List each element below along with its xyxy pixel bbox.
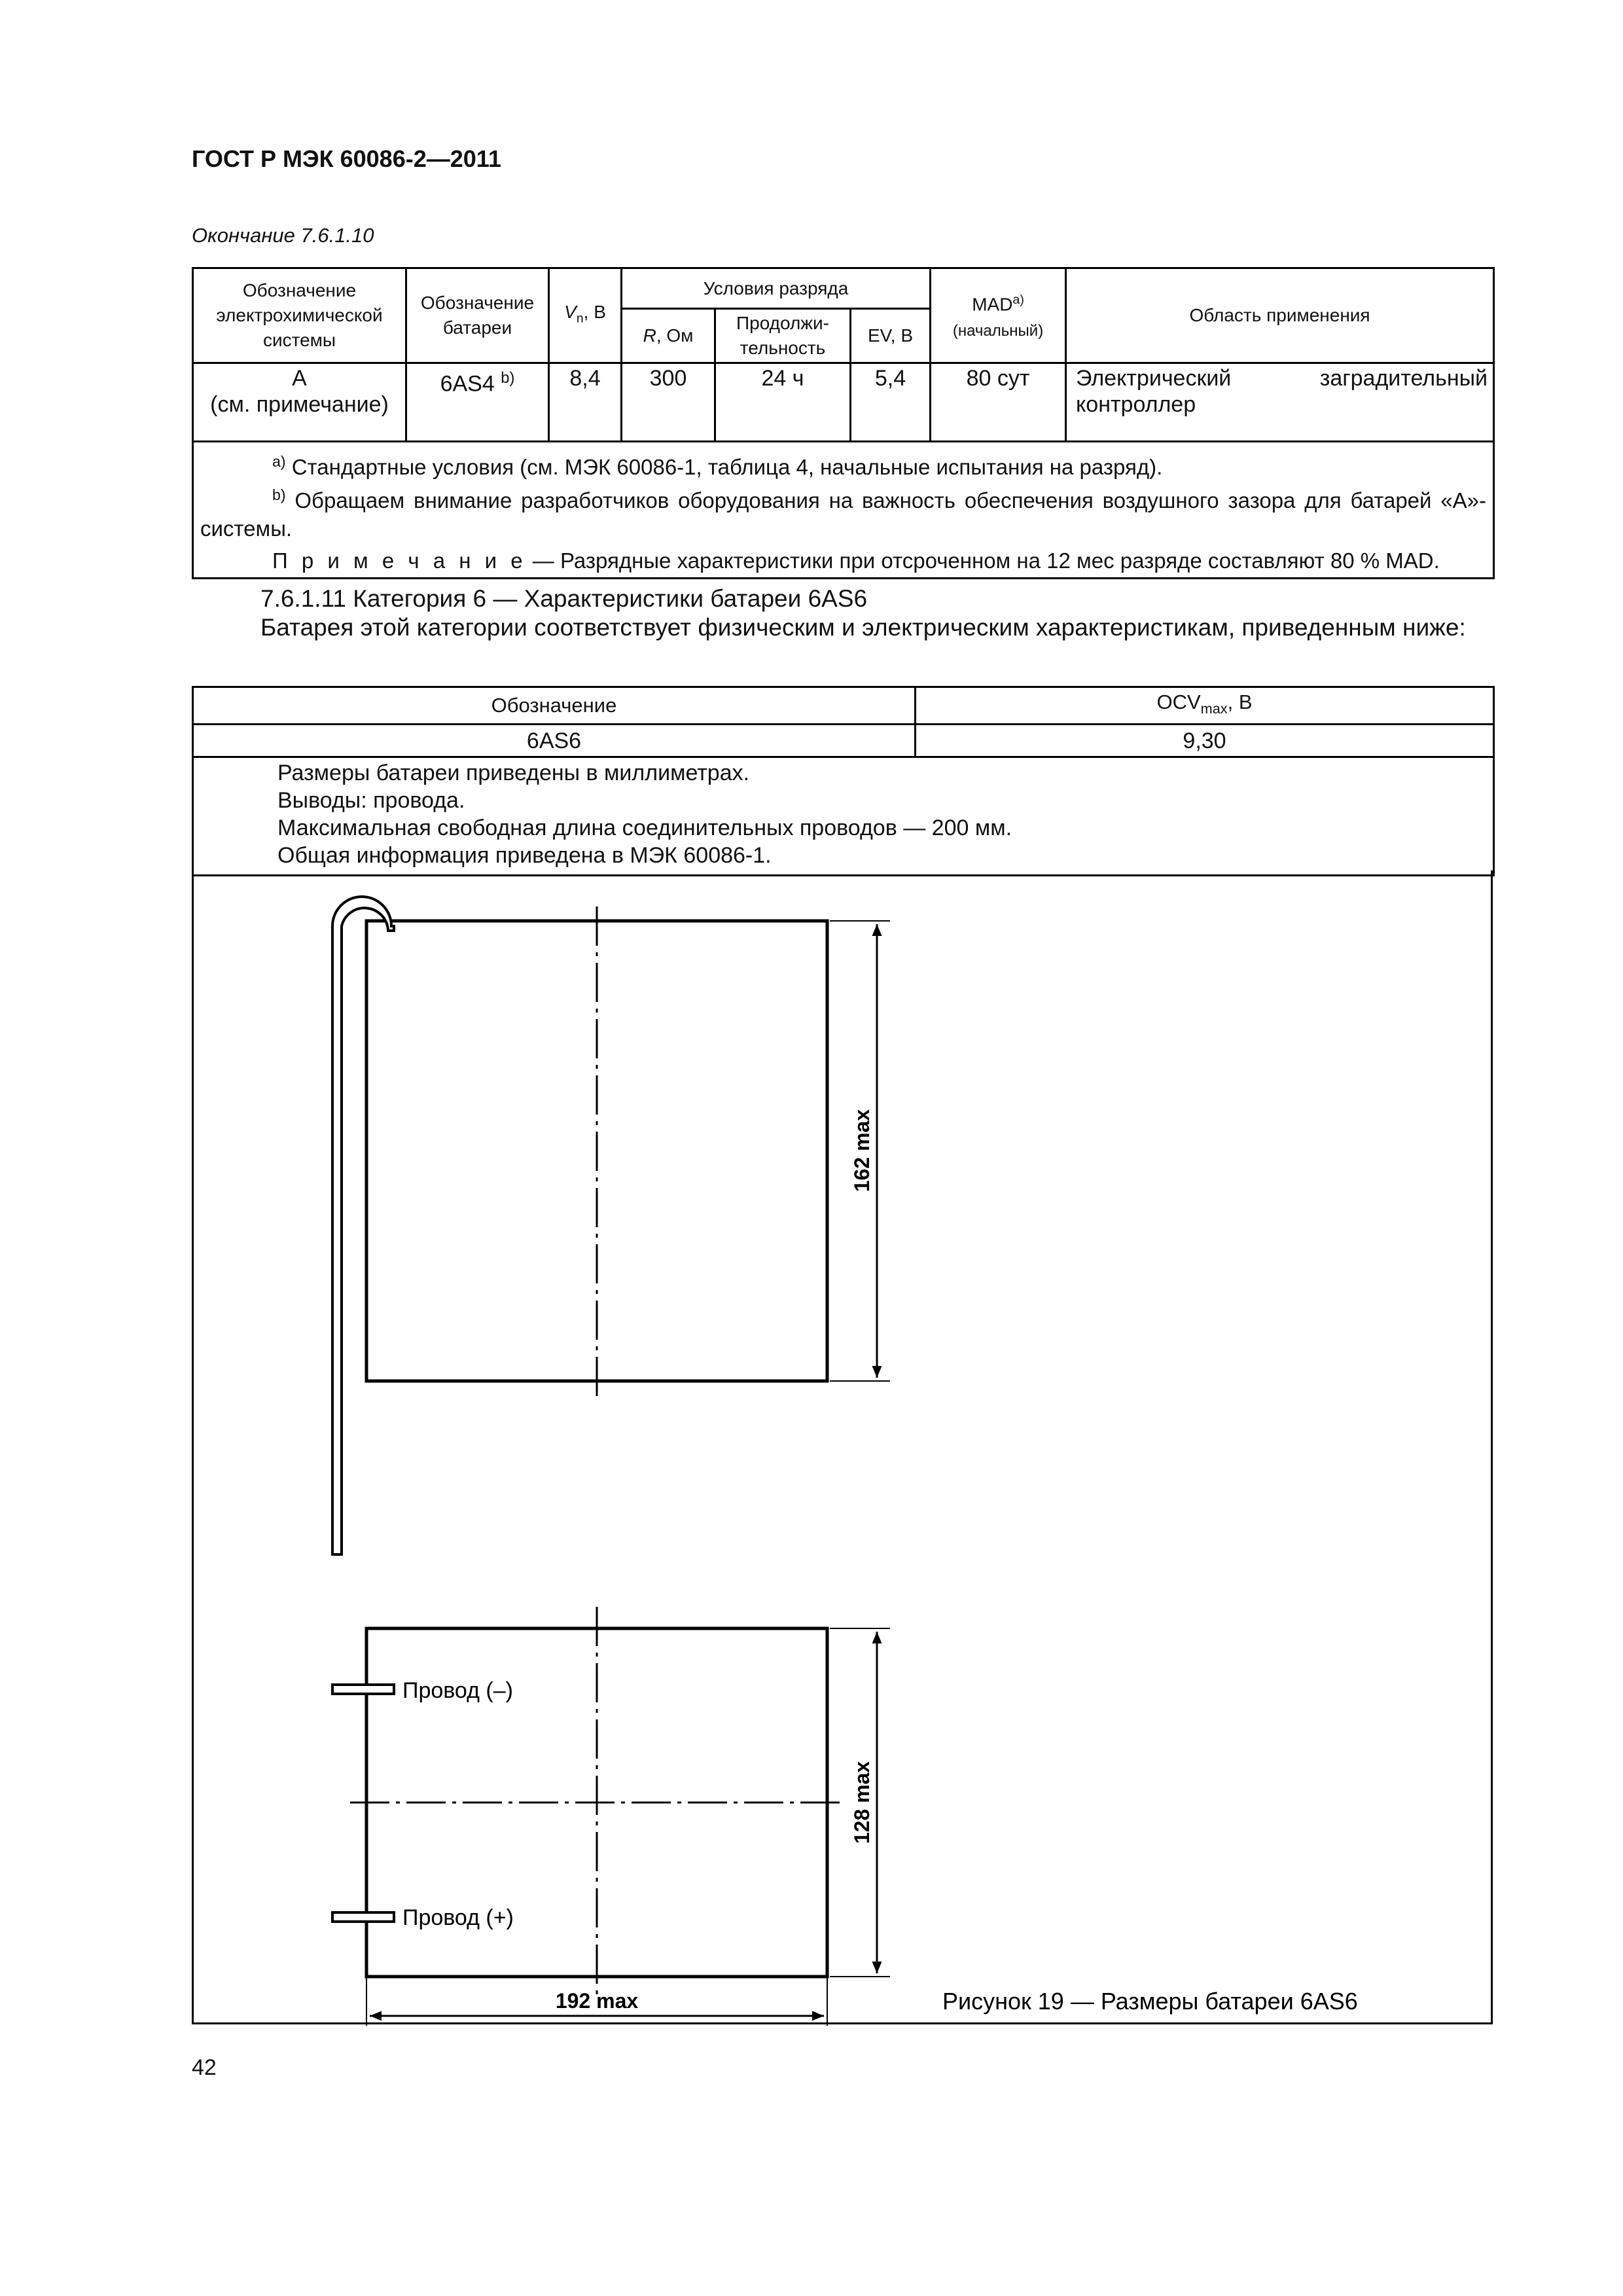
footnote-b: $^{b)}$ Обращаем внимание разработчиков оборудования на важность обеспечения воздушного зазора для батарей «A»-системы. xyxy=(200,486,1487,541)
width-label: 192 max xyxy=(555,1989,639,2013)
cell-mad: 80 сут xyxy=(931,363,1066,442)
front-height-label: 128 max xyxy=(850,1761,874,1844)
note-line: Максимальная свободная длина соединительных проводов — 200 мм. xyxy=(277,816,1012,841)
front-view xyxy=(332,1607,890,2026)
cell-duration: 24 ч xyxy=(715,363,851,442)
header-discharge-conditions: Условия разряда xyxy=(622,268,931,309)
continuation-label: Окончание 7.6.1.10 xyxy=(192,224,374,247)
cell-ocv: 9,30 xyxy=(916,725,1494,757)
wire-negative-label: Провод (–) xyxy=(402,1678,513,1703)
wire-positive-terminal xyxy=(332,1912,394,1922)
cell-battery: 6AS4 $^{b)}$ xyxy=(406,363,549,442)
cell-r: 300 xyxy=(622,363,715,442)
header-duration: Продолжи-тельность xyxy=(715,309,851,363)
cell-designation: 6AS6 xyxy=(193,725,916,757)
note-line: Размеры батареи приведены в миллиметрах. xyxy=(277,761,750,786)
header-designation: Обозначение xyxy=(193,687,916,725)
note-line: Общая информация приведена в МЭК 60086-1. xyxy=(277,843,772,869)
section-intro: Батарея этой категории соответствует физическим и электрическим характеристикам, приведенным ниже: xyxy=(260,614,1466,641)
figure-caption: Рисунок 19 — Размеры батареи 6AS6 xyxy=(942,1988,1358,2015)
header-r: R, Ом xyxy=(622,309,715,363)
wire-lead-side xyxy=(332,897,394,1554)
header-application: Область применения xyxy=(1066,268,1494,363)
cell-application: Электрический заградительный контроллер xyxy=(1066,363,1494,442)
wire-negative-terminal xyxy=(332,1685,394,1694)
footnote-a: $^{a)}$ Стандартные условия (см. МЭК 60086-1, таблица 4, начальные испытания на разряд). xyxy=(272,453,1163,479)
cell-vn: 8,4 xyxy=(549,363,622,442)
header-ev: EV, В xyxy=(851,309,931,363)
header-vn: $V_n$, В xyxy=(549,268,622,363)
note-line: Выводы: провода. xyxy=(277,788,465,814)
header-system: Обозначение электрохимической системы xyxy=(193,268,406,363)
table-note: П р и м е ч а н и е — Разрядные характеристики при отсроченном на 12 мес разряде составляют 80 % MAD. xyxy=(272,548,1440,573)
cell-system: A (см. примечание) xyxy=(193,363,406,442)
side-height-label: 162 max xyxy=(850,1109,874,1193)
page-number: 42 xyxy=(192,2055,217,2080)
document-header-title: ГОСТ Р МЭК 60086-2—2011 xyxy=(192,145,501,172)
section-heading: 7.6.1.11 Категория 6 — Характеристики батареи 6AS6 xyxy=(260,585,868,612)
header-mad: MAD$^{a)}$ (начальный) xyxy=(931,268,1066,363)
side-view xyxy=(332,897,890,1554)
cell-ev: 5,4 xyxy=(851,363,931,442)
wire-positive-label: Провод (+) xyxy=(402,1905,514,1930)
header-battery: Обозначение батареи xyxy=(406,268,549,363)
header-ocv: $OCV_{max}$, В xyxy=(916,687,1494,725)
